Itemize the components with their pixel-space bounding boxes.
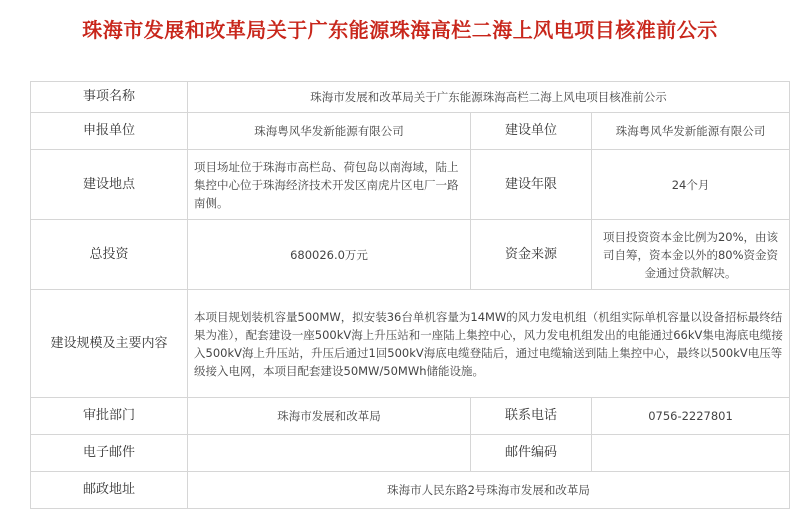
address-value: 珠海市人民东路2号珠海市发展和改革局 (188, 472, 790, 509)
term-value: 24个月 (592, 150, 790, 220)
approval-dept-label: 审批部门 (31, 398, 188, 435)
phone-value: 0756-2227801 (592, 398, 790, 435)
table-row-scale (31, 290, 790, 398)
applicant-label: 申报单位 (31, 113, 188, 150)
table-row-applicant (31, 113, 790, 150)
builder-label: 建设单位 (471, 113, 592, 150)
postcode-value (592, 435, 790, 472)
location-label: 建设地点 (31, 150, 188, 220)
investment-label: 总投资 (31, 220, 188, 290)
postcode-label: 邮件编码 (471, 435, 592, 472)
table-row-investment (31, 220, 790, 290)
fund-source-value: 项目投资资本金比例为20%，由该司自筹，资本金以外的80%资金资金通过贷款解决。 (592, 220, 790, 290)
fund-source-label: 资金来源 (471, 220, 592, 290)
info-table (30, 81, 790, 509)
table-row-address (31, 472, 790, 509)
builder-value: 珠海粤风华发新能源有限公司 (592, 113, 790, 150)
item-name-label: 事项名称 (31, 82, 188, 113)
phone-label: 联系电话 (471, 398, 592, 435)
address-label: 邮政地址 (31, 472, 188, 509)
scale-value: 本项目规划装机容量500MW，拟安装36台单机容量为14MW的风力发电机组（机组实际单机容量以设备招标最终结果为准），配套建设一座500kV海上升压站和一座陆上集控中心，风力发电机组发出的电能通过66kV集电海底电缆接入500kV海上升压站，升压后通过1回500kV海底电缆登陆后，通过电缆输送到陆上集控中心，最终以500kV电压等级接入电网，本项目配套建设50MW/50MWh储能设施。 (188, 290, 790, 398)
investment-value: 680026.0万元 (188, 220, 471, 290)
location-value: 项目场址位于珠海市高栏岛、荷包岛以南海域，陆上集控中心位于珠海经济技术开发区南虎片区电厂一路南侧。 (188, 150, 471, 220)
table-row-approval (31, 398, 790, 435)
email-label: 电子邮件 (31, 435, 188, 472)
table-row-item-name (31, 82, 790, 113)
applicant-value: 珠海粤风华发新能源有限公司 (188, 113, 471, 150)
table-row-location (31, 150, 790, 220)
table-row-email (31, 435, 790, 472)
term-label: 建设年限 (471, 150, 592, 220)
page-title: 珠海市发展和改革局关于广东能源珠海高栏二海上风电项目核准前公示 (82, 18, 718, 42)
approval-dept-value: 珠海市发展和改革局 (188, 398, 471, 435)
item-name-value: 珠海市发展和改革局关于广东能源珠海高栏二海上风电项目核准前公示 (188, 82, 790, 113)
email-value (188, 435, 471, 472)
scale-label: 建设规模及主要内容 (31, 290, 188, 398)
